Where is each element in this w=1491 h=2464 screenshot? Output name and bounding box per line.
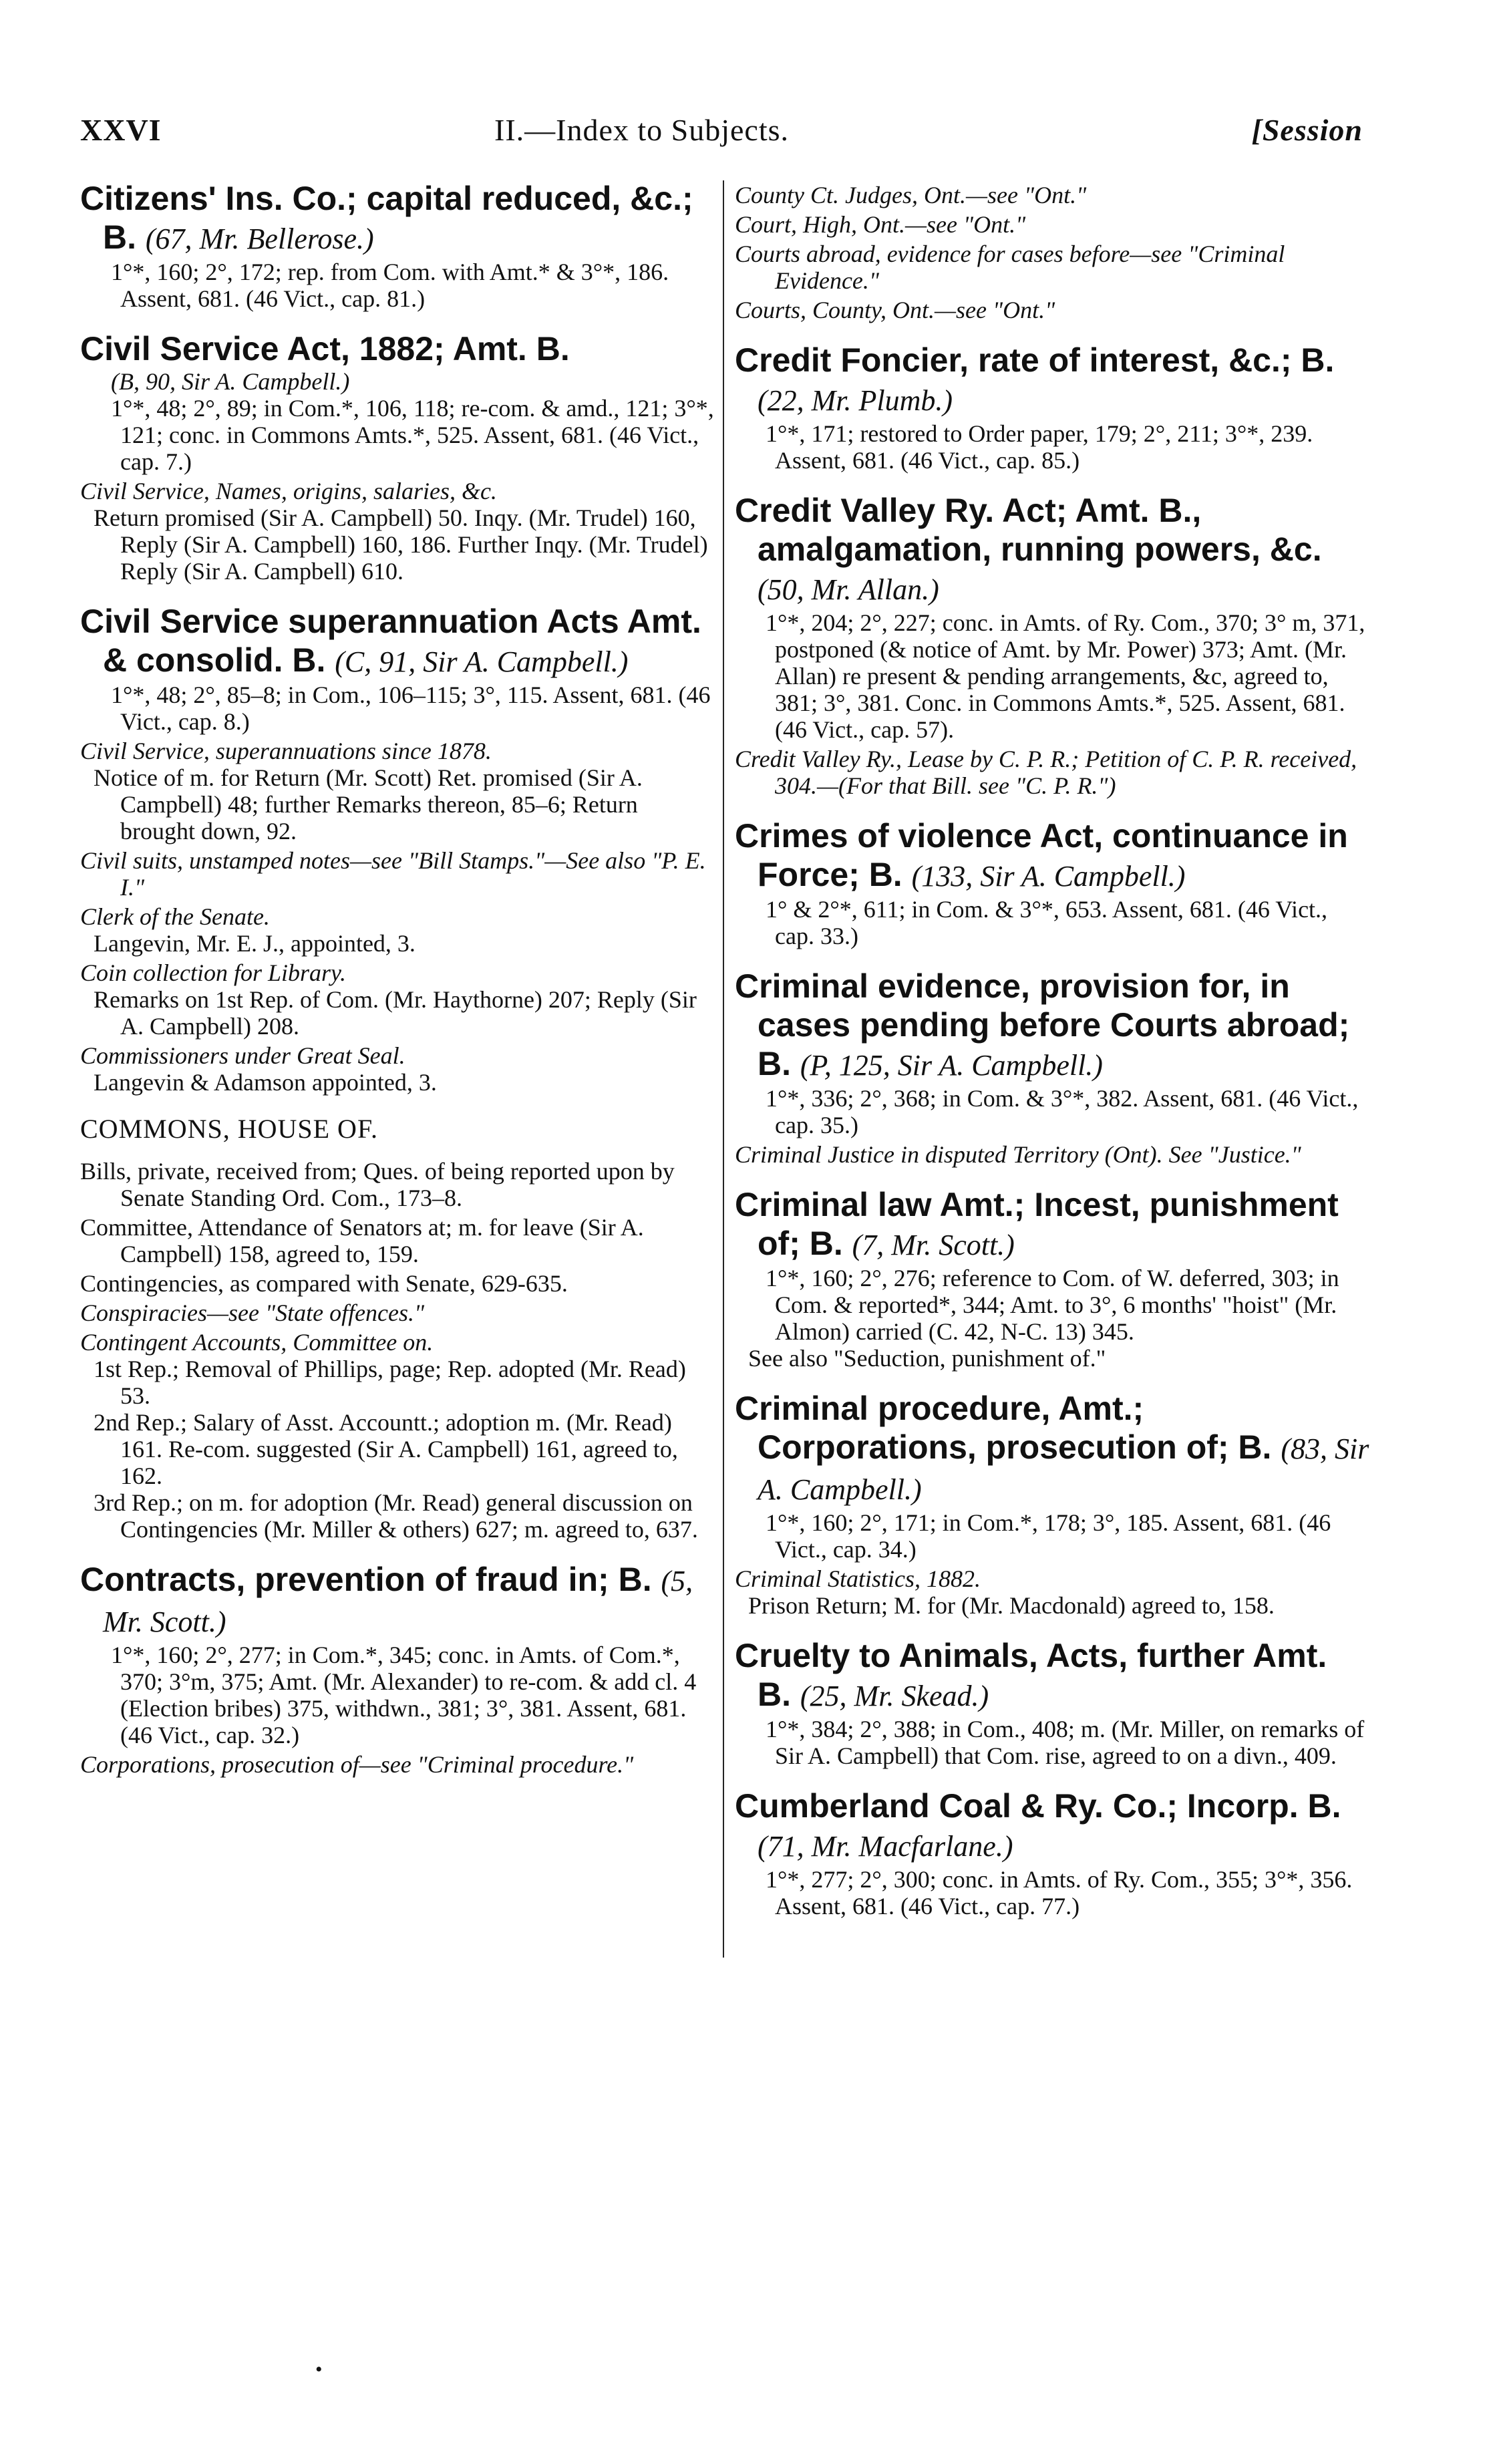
entry-sponsor: (P, 125, Sir A. Campbell.) (800, 1049, 1103, 1082)
subentry-body: Remarks on 1st Rep. of Com. (Mr. Haythorne) 207; Reply (Sir A. Campbell) 208. (94, 986, 697, 1040)
entry-heading: Criminal evidence, provision for, in cases pending before Courts abroad; B. (735, 967, 1350, 1082)
entry-body: 1°*, 171; restored to Order paper, 179; 2°, 211; 3°*, 239. Assent, 681. (46 Vict., cap. 85.) (766, 420, 1313, 474)
entry-heading: Crimes of violence Act, continuance in Force; B. (735, 817, 1348, 893)
entry-heading: Civil Service Act, 1882; Amt. B. (80, 330, 570, 367)
entry-sponsor: (71, Mr. Macfarlane.) (758, 1830, 1013, 1863)
subentry-title: Conspiracies—see "State offences." (80, 1299, 425, 1326)
see-also: See also "Seduction, punishment of." (748, 1345, 1106, 1372)
cross-reference: Court, High, Ont.—see "Ont." (735, 211, 1026, 238)
report-line: 1st Rep.; Removal of Phillips, page; Rep. adopted (Mr. Read) 53. (94, 1356, 686, 1409)
subentry-title: Corporations, prosecution of—see "Criminal procedure." (80, 1751, 634, 1778)
index-entry (735, 967, 1369, 1168)
index-entry (735, 1787, 1369, 1919)
subentry-body: Return promised (Sir A. Campbell) 50. Inqy. (Mr. Trudel) 160, Reply (Sir A. Campbell) 160, 186. Further Inqy. (Mr. Trudel) Reply (Sir A. Campbell) 610. (94, 504, 708, 585)
index-entry (80, 179, 715, 312)
entry-sponsor: (25, Mr. Skead.) (800, 1680, 989, 1712)
entry-heading: Credit Foncier, rate of interest, &c.; B. (735, 341, 1335, 379)
entry-sponsor: (67, Mr. Bellerose.) (145, 222, 374, 255)
entry-body: 1° & 2°*, 611; in Com. & 3°*, 653. Assent, 681. (46 Vict., cap. 33.) (766, 896, 1328, 949)
cross-reference: Courts abroad, evidence for cases before—see "Criminal Evidence." (735, 241, 1285, 294)
entry-heading: Civil Service superannuation Acts Amt. & consolid. B. (80, 603, 701, 679)
entry-sponsor: (133, Sir A. Campbell.) (911, 860, 1186, 893)
report-line: 3rd Rep.; on m. for adoption (Mr. Read) general discussion on Contingencies (Mr. Miller & others) 627; m. agreed to, 637. (94, 1489, 698, 1543)
index-entry (735, 491, 1369, 799)
running-title: II.—Index to Subjects. (494, 113, 790, 147)
entry-body: 1°*, 48; 2°, 89; in Com.*, 106, 118; re-com. & amd., 121; 3°*, 121; conc. in Commons Amts.*, 525. Assent, 681. (46 Vict., cap. 7.) (111, 395, 714, 475)
entry-body: 1°*, 204; 2°, 227; conc. in Amts. of Ry. Com., 370; 3° m, 371, postponed (& notice of Amt. by Mr. Power) 373; Amt. (Mr. Allan) re present & pending arrangements, &c, agreed to, 381; 3°, 381. Conc. in Commons Amts.*, 525. Assent, 681. (46 Vict., cap. 57). (766, 609, 1365, 743)
entry-heading: Cumberland Coal & Ry. Co.; Incorp. B. (735, 1787, 1341, 1825)
entry-heading: Cruelty to Animals, Acts, further Amt. B. (735, 1637, 1327, 1713)
left-column (80, 179, 715, 1795)
index-entry (735, 341, 1369, 474)
entry-heading: Criminal law Amt.; Incest, punishment of; B. (735, 1186, 1339, 1262)
entry-heading: Criminal procedure, Amt.; Corporations, prosecution of; B. (735, 1390, 1272, 1466)
subentry-body: Langevin & Adamson appointed, 3. (94, 1069, 437, 1096)
index-entry (80, 329, 715, 585)
index-entry (735, 816, 1369, 949)
entry-heading: Credit Valley Ry. Act; Amt. B., amalgamation, running powers, &c. (735, 492, 1322, 568)
entry-body: 1°*, 384; 2°, 388; in Com., 408; m. (Mr. Miller, on remarks of Sir A. Campbell) that Com. rise, agreed to on a divn., 409. (766, 1716, 1365, 1769)
page-number: XXVI (80, 113, 162, 147)
entry-body: 1°*, 160; 2°, 277; in Com.*, 345; conc. in Amts. of Com.*, 370; 3°m, 375; Amt. (Mr. Alexander) to re-com. & add cl. 4 (Election bribes) 375, withdwn., 381; 3°, 381. Assent, 681. (46 Vict., cap. 32.) (111, 1642, 697, 1748)
right-column (735, 179, 1369, 1937)
column-divider (723, 180, 724, 1958)
subentry-title: Credit Valley Ry., Lease by C. P. R.; Petition of C. P. R. received, 304.—(For that Bill. see "C. P. R.") (735, 746, 1357, 799)
subentry-title: Criminal Statistics, 1882. (735, 1565, 981, 1592)
page-header (80, 112, 1363, 166)
entry-body: 1°*, 160; 2°, 171; in Com.*, 178; 3°, 185. Assent, 681. (46 Vict., cap. 34.) (766, 1509, 1331, 1563)
index-entry (735, 1389, 1369, 1619)
entry-sponsor: (7, Mr. Scott.) (852, 1229, 1015, 1261)
section-heading: COMMONS, HOUSE OF. (80, 1114, 378, 1144)
entry-heading: Contracts, prevention of fraud in; B. (80, 1561, 652, 1598)
entry-sponsor: (5, Mr. Scott.) (103, 1565, 693, 1638)
subentry-title: Coin collection for Library. (80, 959, 347, 986)
subentry: Contingencies, as compared with Senate, 629-635. (80, 1270, 568, 1297)
subentry-title: Clerk of the Senate. (80, 903, 270, 930)
report-line: 2nd Rep.; Salary of Asst. Accountt.; adoption m. (Mr. Read) 161. Re-com. suggested (Sir A. Campbell) 161, agreed to, 162. (94, 1409, 678, 1489)
entry-body: 1°*, 336; 2°, 368; in Com. & 3°*, 382. Assent, 681. (46 Vict., cap. 35.) (766, 1085, 1359, 1138)
subentry-body: Langevin, Mr. E. J., appointed, 3. (94, 930, 416, 957)
subentry-title: Commissioners under Great Seal. (80, 1042, 405, 1069)
entry-sponsor: (50, Mr. Allan.) (758, 573, 939, 606)
subentry-title: Contingent Accounts, Committee on. (80, 1329, 434, 1356)
subentry-title: Civil Service, superannuations since 1878. (80, 738, 492, 764)
entry-heading: Citizens' Ins. Co.; capital reduced, &c.; B. (80, 180, 693, 256)
subentry: Bills, private, received from; Ques. of being reported upon by Senate Standing Ord. Com., 173–8. (80, 1158, 675, 1211)
running-session: [Session (1251, 113, 1363, 147)
cross-reference: Courts, County, Ont.—see "Ont." (735, 297, 1055, 323)
entry-body: 1°*, 160; 2°, 276; reference to Com. of W. deferred, 303; in Com. & reported*, 344; Amt. to 3°, 6 months' "hoist" (Mr. Almon) carried (C. 42, N-C. 13) 345. (766, 1265, 1339, 1345)
index-entry (80, 602, 715, 1096)
subentry-title: Criminal Justice in disputed Territory (Ont). See "Justice." (735, 1141, 1301, 1168)
subentry: Committee, Attendance of Senators at; m. for leave (Sir A. Campbell) 158, agreed to, 159. (80, 1214, 644, 1267)
subentry-body: Notice of m. for Return (Mr. Scott) Ret. promised (Sir A. Campbell) 48; further Remarks thereon, 85–6; Return brought down, 92. (94, 764, 643, 844)
entry-body: 1°*, 160; 2°, 172; rep. from Com. with Amt.* & 3°*, 186. Assent, 681. (46 Vict., cap. 81.) (111, 259, 669, 312)
index-entry (80, 1560, 715, 1778)
entry-body: 1°*, 48; 2°, 85–8; in Com., 106–115; 3°, 115. Assent, 681. (46 Vict., cap. 8.) (111, 681, 711, 735)
entry-sponsor: (22, Mr. Plumb.) (758, 384, 953, 417)
index-entry (735, 1185, 1369, 1372)
index-entry (735, 1636, 1369, 1769)
entry-sponsor: (83, Sir A. Campbell.) (758, 1432, 1369, 1506)
entry-sponsor: (C, 91, Sir A. Campbell.) (335, 645, 629, 678)
cross-reference: County Ct. Judges, Ont.—see "Ont." (735, 182, 1087, 208)
entry-sponsor: (B, 90, Sir A. Campbell.) (111, 368, 350, 395)
subentry-title: Civil Service, Names, origins, salaries, &c. (80, 478, 497, 504)
cross-references (735, 182, 1369, 323)
entry-body: 1°*, 277; 2°, 300; conc. in Amts. of Ry. Com., 355; 3°*, 356. Assent, 681. (46 Vict., cap. 77.) (766, 1866, 1353, 1919)
subentry-title: Civil suits, unstamped notes—see "Bill Stamps."—See also "P. E. I." (80, 847, 706, 901)
footer-mark: • (315, 2358, 323, 2380)
subentry-body: Prison Return; M. for (Mr. Macdonald) agreed to, 158. (748, 1592, 1275, 1619)
commons-subentries (80, 1158, 715, 1543)
